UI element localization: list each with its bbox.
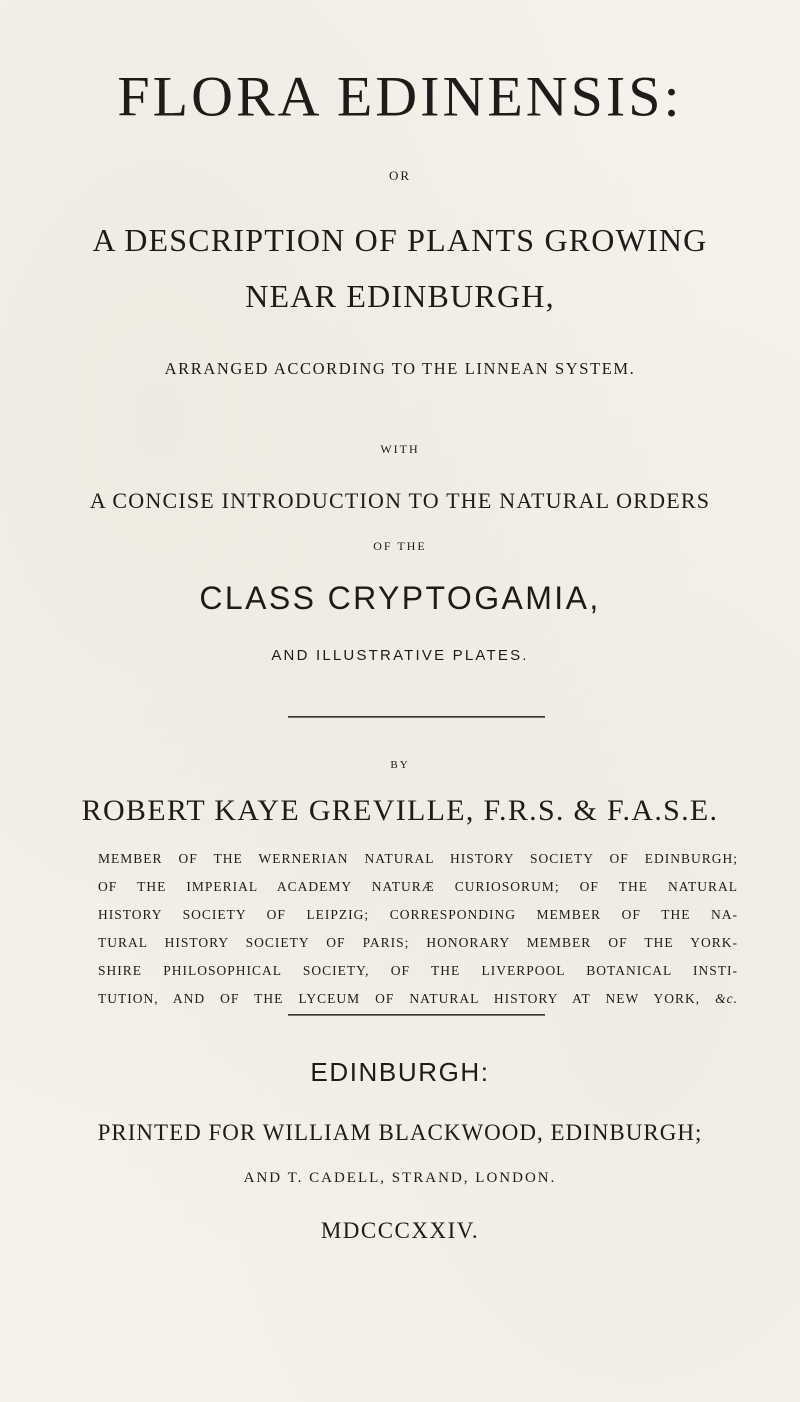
plates-line: AND ILLUSTRATIVE PLATES.	[271, 647, 529, 664]
subtitle-line-1: A DESCRIPTION OF PLANTS GROWING	[92, 222, 708, 258]
introduction-line: A CONCISE INTRODUCTION TO THE NATURAL ORDERS	[89, 488, 711, 513]
membership-line: TURAL HISTORY SOCIETY OF PARIS; HONORARY MEMBER OF THE YORK-	[98, 935, 738, 950]
membership-line: HISTORY SOCIETY OF LEIPZIG; CORRESPONDING MEMBER OF THE NA-	[98, 907, 738, 922]
arrangement-note: ARRANGED ACCORDING TO THE LINNEAN SYSTEM.	[164, 359, 636, 378]
class-name: CLASS CRYPTOGAMIA,	[199, 580, 601, 616]
by-connector: BY	[390, 759, 410, 771]
membership-line: OF THE IMPERIAL ACADEMY NATURÆ CURIOSORUM; OF THE NATURAL	[98, 879, 738, 894]
with-connector: WITH	[380, 442, 420, 456]
membership-line: MEMBER OF THE WERNERIAN NATURAL HISTORY SOCIETY OF EDINBURGH;	[98, 851, 738, 866]
membership-text: TUTION, AND OF THE LYCEUM OF NATURAL HISTORY AT NEW YORK,	[98, 991, 701, 1006]
etcetera: &c.	[715, 991, 739, 1006]
imprint-printer: PRINTED FOR WILLIAM BLACKWOOD, EDINBURGH;	[97, 1120, 703, 1145]
subtitle-line-2: NEAR EDINBURGH,	[245, 278, 555, 314]
imprint-copublisher: AND T. CADELL, STRAND, LONDON.	[243, 1170, 557, 1186]
or-connector: OR	[388, 168, 412, 183]
divider-rule-bottom	[288, 1014, 545, 1016]
divider-rule-top	[288, 716, 545, 718]
author-name: ROBERT KAYE GREVILLE, F.R.S. & F.A.S.E.	[81, 794, 719, 827]
imprint-city: EDINBURGH:	[310, 1057, 490, 1087]
of-the-connector: OF THE	[373, 539, 427, 553]
book-title: FLORA EDINENSIS:	[117, 64, 683, 129]
imprint-year: MDCCCXXIV.	[320, 1218, 480, 1243]
membership-line: SHIRE PHILOSOPHICAL SOCIETY, OF THE LIVERPOOL BOTANICAL INSTI-	[98, 963, 738, 978]
membership-line-last	[98, 985, 738, 1013]
